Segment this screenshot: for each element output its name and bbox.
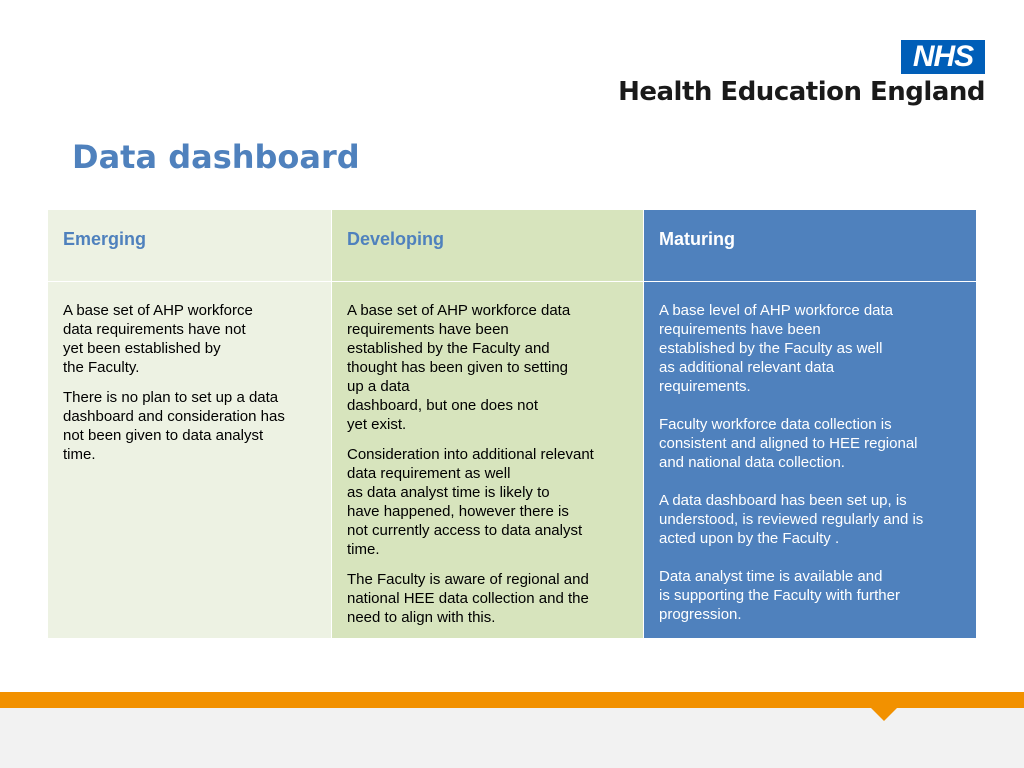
- column-body-developing: [332, 282, 643, 638]
- column-body-emerging: [48, 282, 331, 638]
- maturity-table: [48, 210, 974, 637]
- footer-notch: [870, 707, 898, 721]
- maturing-paragraph: A data dashboard has been set up, is understood, is reviewed regularly and is acted upon by the Faculty .: [659, 492, 924, 547]
- maturing-paragraph: Data analyst time is available and is supporting the Faculty with further progression.: [659, 568, 900, 623]
- page-title: Data dashboard: [72, 138, 360, 176]
- column-header-maturing: Maturing: [644, 210, 976, 281]
- developing-paragraph: The Faculty is aware of regional and national HEE data collection and the need to align with this.: [347, 571, 589, 626]
- developing-paragraph: Consideration into additional relevant data requirement as well as data analyst time is likely to have happened, however there is not currently access to data analyst time.: [347, 446, 594, 558]
- emerging-paragraph: A base set of AHP workforce data requirements have not yet been established by the Faculty.: [63, 302, 253, 376]
- column-body-maturing: [644, 282, 976, 638]
- maturing-paragraph: A base level of AHP workforce data requirements have been established by the Faculty as well as additional relevant data requirements.: [659, 302, 894, 395]
- developing-paragraph: A base set of AHP workforce data requirements have been established by the Faculty and thought has been given to setting up a data dashboard, but one does not yet exist.: [347, 302, 571, 433]
- column-header-emerging: Emerging: [48, 210, 331, 281]
- maturing-paragraph: Faculty workforce data collection is consistent and aligned to HEE regional and national data collection.: [659, 416, 918, 471]
- nhs-logo: NHS: [901, 40, 985, 74]
- column-header-developing: Developing: [332, 210, 643, 281]
- organisation-name: Health Education England: [618, 77, 985, 107]
- emerging-paragraph: There is no plan to set up a data dashboard and consideration has not been given to data analyst time.: [63, 389, 285, 463]
- footer-orange-band: [0, 692, 1024, 708]
- hee-logo: [618, 40, 985, 110]
